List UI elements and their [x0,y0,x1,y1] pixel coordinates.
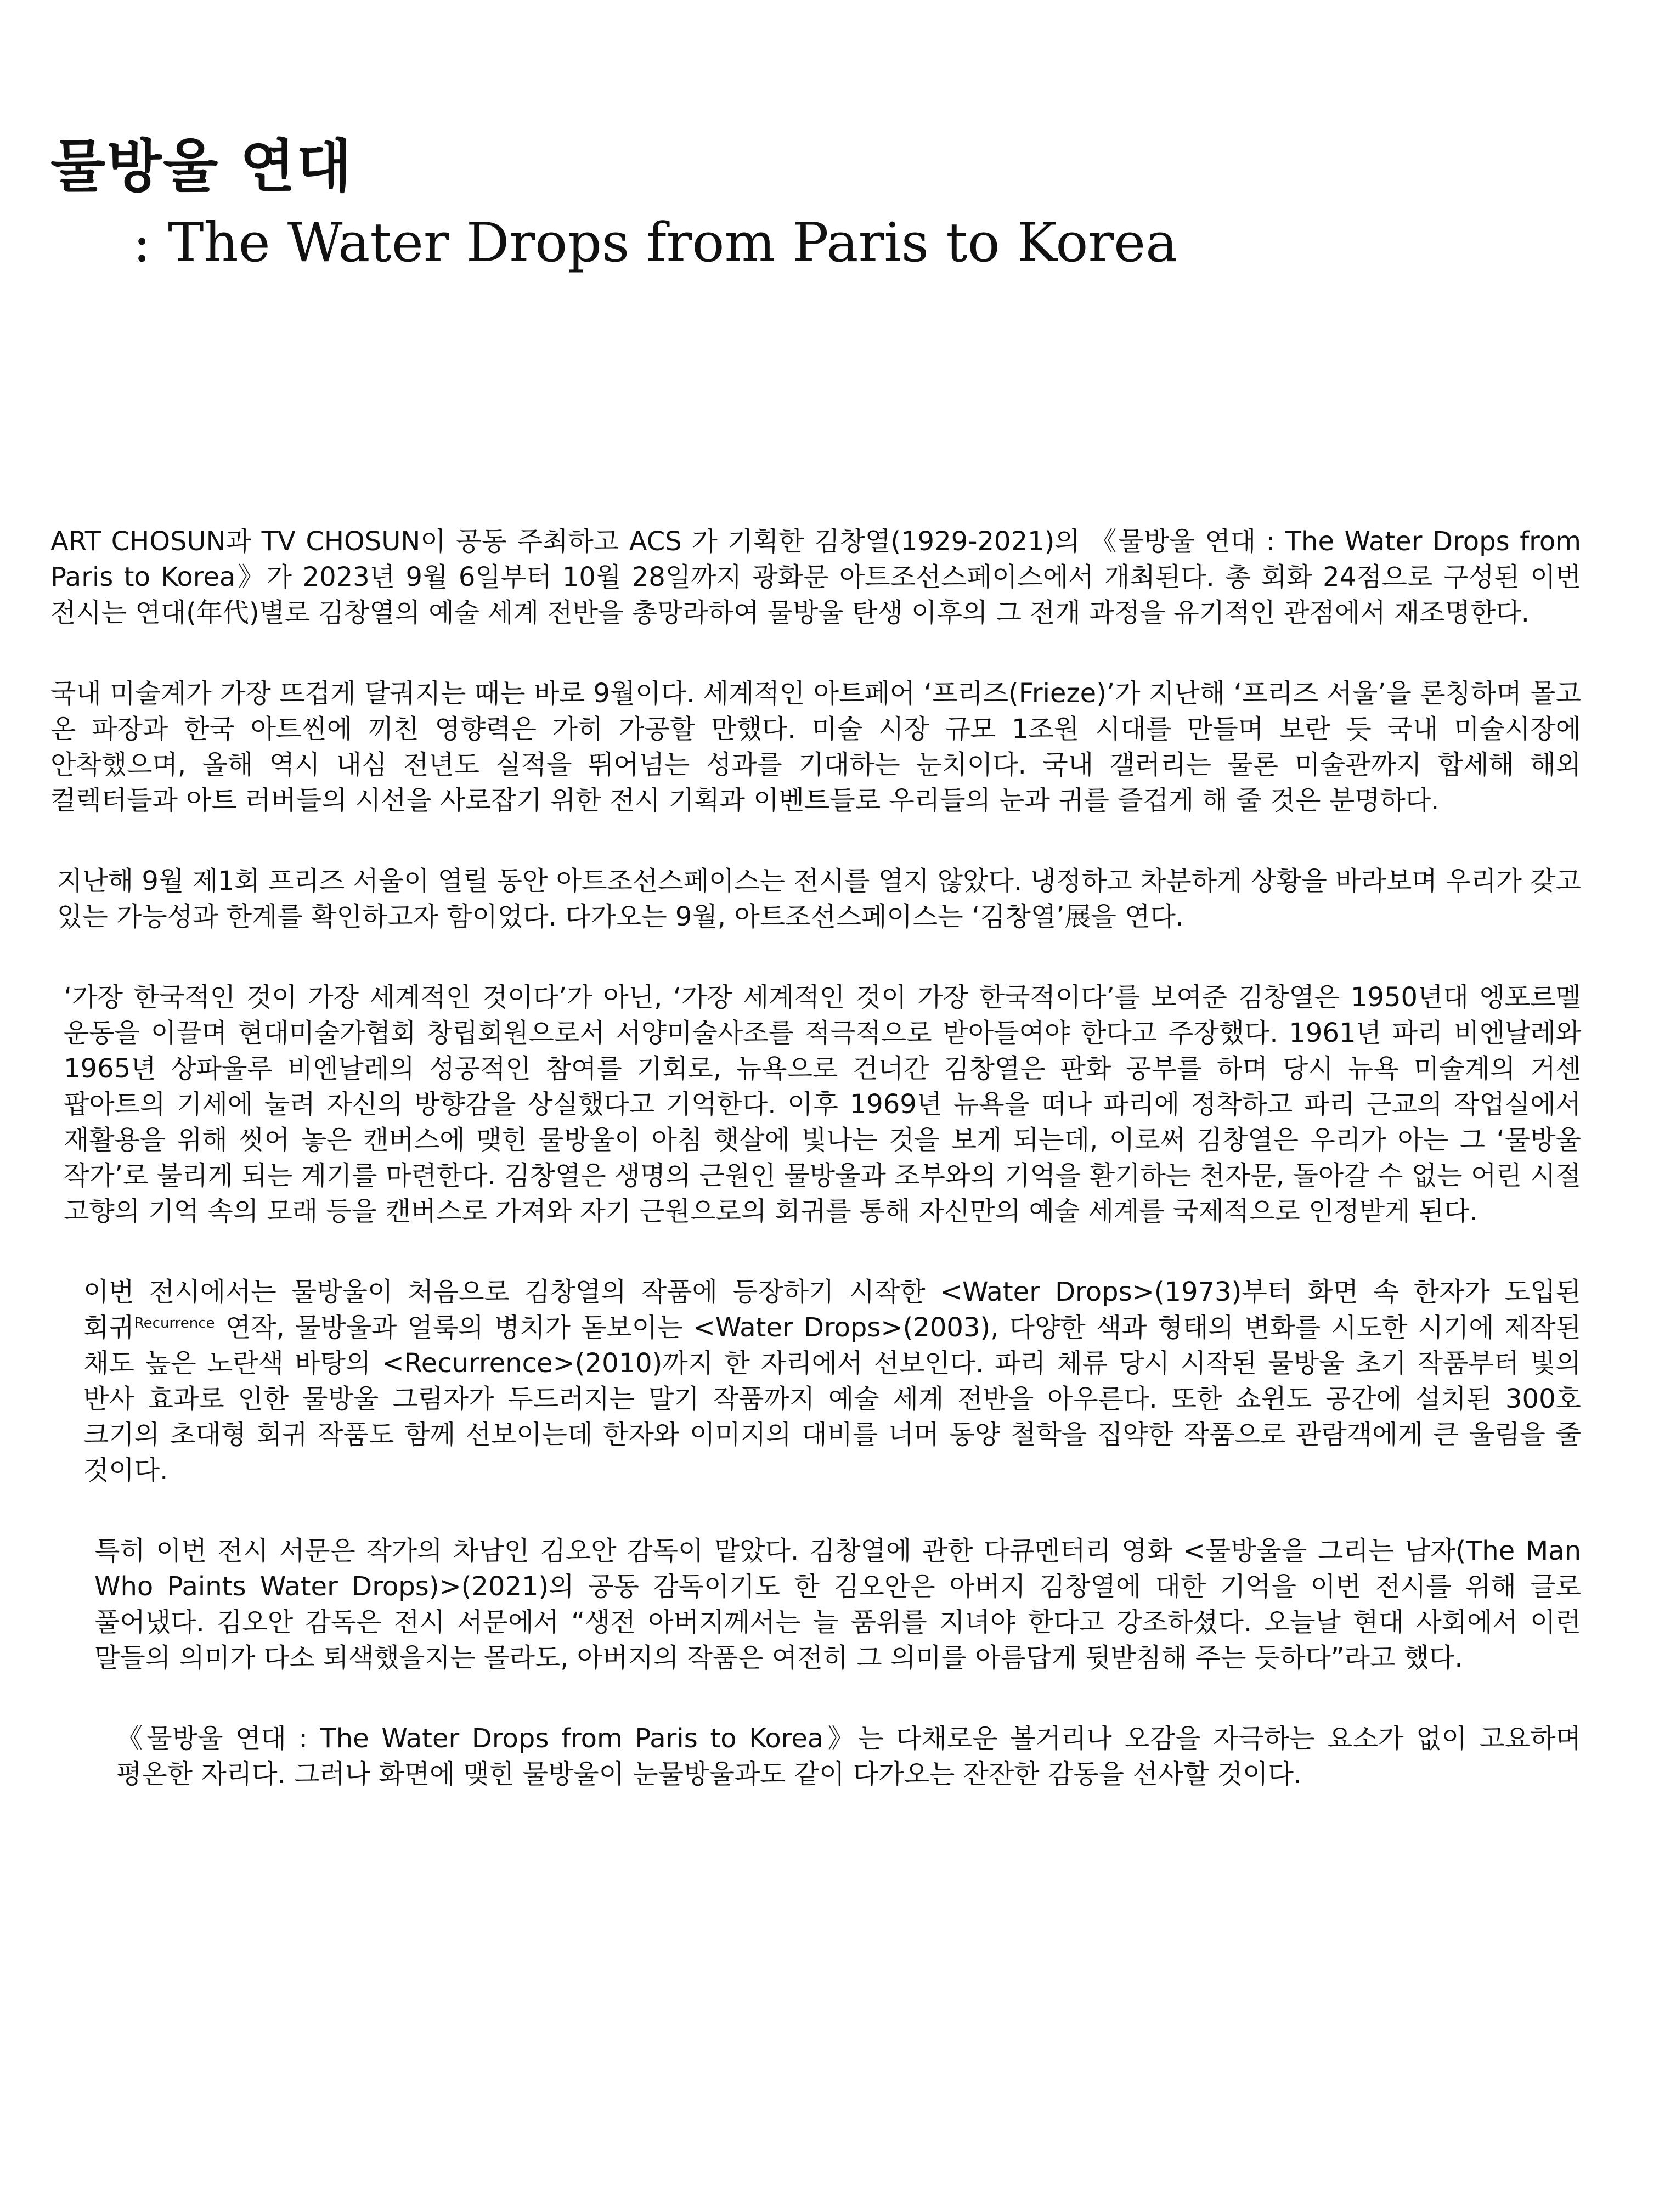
paragraph-2: 국내 미술계가 가장 뜨겁게 달궈지는 때는 바로 9월이다. 세계적인 아트페어 ‘프리즈(Frieze)’가 지난해 ‘프리즈 서울’을 론칭하며 몰고 온 파장과 한국 아트씬에 끼친 영향력은 가히 가공할 만했다. 미술 시장 규모 1조원 시대를 만들며 보란 듯 국내 미술시장에 안착했으며, 올해 역시 내심 전년도 실적을 뛰어넘는 성과를 기대하는 눈치이다. 국내 갤러리는 물론 미술관까지 합세해 해외 컬렉터들과 아트 러버들의 시선을 사로잡기 위한 전시 기획과 이벤트들로 우리들의 눈과 귀를 즐겁게 해 줄 것은 분명하다. [50,678,1581,816]
title-korean: 물방울 연대 [50,133,353,200]
title-english: : The Water Drops from Paris to Korea [133,212,1178,274]
paragraph-1: ART CHOSUN과 TV CHOSUN이 공동 주최하고 ACS 가 기획한 김창열(1929-2021)의 《물방울 연대 : The Water Drops from Paris to Korea》가 2023년 9월 6일부터 10월 28일까지 광화문 아트조선스페이스에서 개최된다. 총 회화 24점으로 구성된 이번 전시는 연대(年代)별로 김창열의 예술 세계 전반을 총망라하여 물방울 탄생 이후의 그 전개 과정을 유기적인 관점에서 재조명한다. [50,526,1581,628]
paragraph-5-text-after: 연작, 물방울과 얼룩의 병치가 돋보이는 <Water Drops>(2003), 다양한 색과 형태의 변화를 시도한 시기에 제작된 채도 높은 노란색 바탕의 <Recurrence>(2010)까지 한 자리에서 선보인다. 파리 체류 당시 시작된 물방울 초기 작품부터 빛의 반사 효과로 인한 물방울 그림자가 두드러지는 말기 작품까지 예술 세계 전반을 아우른다. 또한 쇼윈도 공간에 설치된 300호 크기의 초대형 회귀 작품도 함께 선보이는데 한자와 이미지의 대비를 너머 동양 철학을 집약한 작품으로 관람객에게 큰 울림을 줄 것이다. [83,1312,1581,1486]
recurrence-superscript: Recurrence [134,1315,215,1331]
title-block [50,131,1609,279]
paragraph-6: 특히 이번 전시 서문은 작가의 차남인 김오안 감독이 맡았다. 김창열에 관한 다큐멘터리 영화 <물방울을 그리는 남자(The Man Who Paints Water Drops)>(2021)의 공동 감독이기도 한 김오안은 아버지 김창열에 대한 기억을 이번 전시를 위해 글로 풀어냈다. 김오안 감독은 전시 서문에서 “생전 아버지께서는 늘 품위를 지녀야 한다고 강조하셨다. 오늘날 현대 사회에서 이런 말들의 의미가 다소 퇴색했을지는 몰라도, 아버지의 작품은 여전히 그 의미를 아름답게 뒷받침해 주는 듯하다”라고 했다. [94,1536,1581,1673]
body-text [50,524,1581,1837]
paragraph-3: 지난해 9월 제1회 프리즈 서울이 열릴 동안 아트조선스페이스는 전시를 열지 않았다. 냉정하고 차분하게 상황을 바라보며 우리가 갖고 있는 가능성과 한계를 확인하고자 함이었다. 다가오는 9월, 아트조선스페이스는 ‘김창열’展을 연다. [57,866,1581,932]
paragraph-7: 《물방울 연대 : The Water Drops from Paris to Korea》는 다채로운 볼거리나 오감을 자극하는 요소가 없이 고요하며 평온한 자리다. 그러나 화면에 맺힌 물방울이 눈물방울과도 같이 다가오는 잔잔한 감동을 선사할 것이다. [116,1723,1581,1790]
paragraph-4: ‘가장 한국적인 것이 가장 세계적인 것이다’가 아닌, ‘가장 세계적인 것이 가장 한국적이다’를 보여준 김창열은 1950년대 엥포르멜 운동을 이끌며 현대미술가협회 창립회원으로서 서양미술사조를 적극적으로 받아들여야 한다고 주장했다. 1961년 파리 비엔날레와 1965년 상파울루 비엔날레의 성공적인 참여를 기회로, 뉴욕으로 건너간 김창열은 판화 공부를 하며 당시 뉴욕 미술계의 거센 팝아트의 기세에 눌려 자신의 방향감을 상실했다고 기억한다. 이후 1969년 뉴욕을 떠나 파리에 정착하고 파리 근교의 작업실에서 재활용을 위해 씻어 놓은 캔버스에 맺힌 물방울이 아침 햇살에 빛나는 것을 보게 되는데, 이로써 김창열은 우리가 아는 그 ‘물방울 작가’로 불리게 되는 계기를 마련한다. 김창열은 생명의 근원인 물방울과 조부와의 기억을 환기하는 천자문, 돌아갈 수 없는 어린 시절 고향의 기억 속의 모래 등을 캔버스로 가져와 자기 근원으로의 회귀를 통해 자신만의 예술 세계를 국제적으로 인정받게 된다. [64,982,1581,1227]
paragraph-5-text-before: 이번 전시에서는 물방울이 처음으로 김창열의 작품에 등장하기 시작한 <Water Drops>(1973)부터 화면 속 한자가 도입된 회귀 [83,1277,1581,1343]
paragraph-5 [50,1274,1581,1488]
